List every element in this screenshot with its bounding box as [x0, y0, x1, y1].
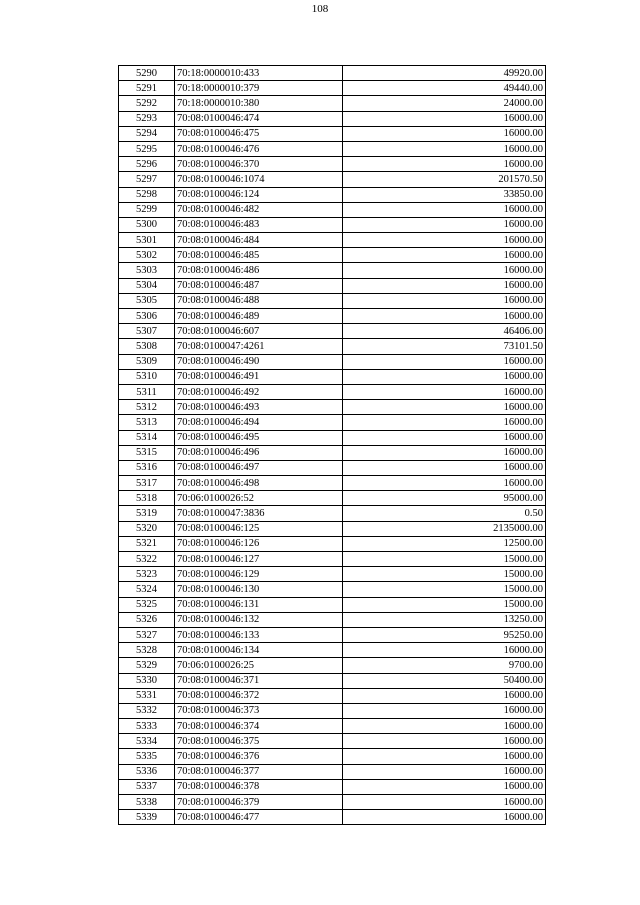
table-row [119, 81, 546, 96]
row-number-cell: 5290 [119, 66, 175, 81]
table-row [119, 627, 546, 642]
cadastral-number-cell: 70:08:0100046:483 [175, 217, 343, 232]
value-cell: 16000.00 [343, 126, 546, 141]
row-number-cell: 5304 [119, 278, 175, 293]
row-number-cell: 5312 [119, 400, 175, 415]
cadastral-number-cell: 70:08:0100046:378 [175, 779, 343, 794]
value-cell: 16000.00 [343, 749, 546, 764]
row-number-cell: 5339 [119, 810, 175, 825]
cadastral-number-cell: 70:08:0100046:374 [175, 719, 343, 734]
value-cell: 16000.00 [343, 445, 546, 460]
table-row [119, 293, 546, 308]
table-row [119, 248, 546, 263]
row-number-cell: 5297 [119, 172, 175, 187]
value-cell: 16000.00 [343, 764, 546, 779]
value-cell: 16000.00 [343, 430, 546, 445]
registry-table-body [119, 66, 546, 825]
value-cell: 9700.00 [343, 658, 546, 673]
table-row [119, 278, 546, 293]
value-cell: 33850.00 [343, 187, 546, 202]
value-cell: 201570.50 [343, 172, 546, 187]
row-number-cell: 5320 [119, 521, 175, 536]
table-row [119, 597, 546, 612]
cadastral-number-cell: 70:08:0100046:607 [175, 324, 343, 339]
table-row [119, 263, 546, 278]
value-cell: 16000.00 [343, 278, 546, 293]
value-cell: 16000.00 [343, 460, 546, 475]
value-cell: 16000.00 [343, 779, 546, 794]
row-number-cell: 5293 [119, 111, 175, 126]
table-row [119, 309, 546, 324]
value-cell: 16000.00 [343, 309, 546, 324]
value-cell: 16000.00 [343, 384, 546, 399]
cadastral-number-cell: 70:08:0100046:370 [175, 157, 343, 172]
table-row [119, 567, 546, 582]
table-row [119, 172, 546, 187]
registry-table [118, 65, 546, 825]
cadastral-number-cell: 70:08:0100046:371 [175, 673, 343, 688]
row-number-cell: 5318 [119, 491, 175, 506]
table-row [119, 612, 546, 627]
value-cell: 2135000.00 [343, 521, 546, 536]
page-number: 108 [311, 3, 329, 15]
row-number-cell: 5298 [119, 187, 175, 202]
row-number-cell: 5334 [119, 734, 175, 749]
value-cell: 16000.00 [343, 719, 546, 734]
value-cell: 50400.00 [343, 673, 546, 688]
value-cell: 0.50 [343, 506, 546, 521]
value-cell: 13250.00 [343, 612, 546, 627]
value-cell: 15000.00 [343, 552, 546, 567]
value-cell: 16000.00 [343, 248, 546, 263]
value-cell: 16000.00 [343, 734, 546, 749]
row-number-cell: 5331 [119, 688, 175, 703]
cadastral-number-cell: 70:08:0100046:485 [175, 248, 343, 263]
cadastral-number-cell: 70:08:0100046:497 [175, 460, 343, 475]
cadastral-number-cell: 70:08:0100046:375 [175, 734, 343, 749]
table-row [119, 552, 546, 567]
value-cell: 49440.00 [343, 81, 546, 96]
value-cell: 95250.00 [343, 627, 546, 642]
table-row [119, 795, 546, 810]
table-row [119, 66, 546, 81]
cadastral-number-cell: 70:18:0000010:380 [175, 96, 343, 111]
table-row [119, 445, 546, 460]
table-row [119, 658, 546, 673]
cadastral-number-cell: 70:08:0100046:376 [175, 749, 343, 764]
table-row [119, 779, 546, 794]
table-row [119, 187, 546, 202]
table-row [119, 582, 546, 597]
table-row [119, 96, 546, 111]
cadastral-number-cell: 70:08:0100046:493 [175, 400, 343, 415]
row-number-cell: 5301 [119, 233, 175, 248]
row-number-cell: 5322 [119, 552, 175, 567]
table-row [119, 415, 546, 430]
cadastral-number-cell: 70:08:0100046:130 [175, 582, 343, 597]
table-row [119, 749, 546, 764]
row-number-cell: 5316 [119, 460, 175, 475]
table-row [119, 339, 546, 354]
cadastral-number-cell: 70:08:0100046:127 [175, 552, 343, 567]
table-row [119, 506, 546, 521]
cadastral-number-cell: 70:08:0100046:484 [175, 233, 343, 248]
cadastral-number-cell: 70:08:0100046:486 [175, 263, 343, 278]
value-cell: 16000.00 [343, 703, 546, 718]
table-row [119, 536, 546, 551]
cadastral-number-cell: 70:08:0100046:495 [175, 430, 343, 445]
value-cell: 16000.00 [343, 354, 546, 369]
cadastral-number-cell: 70:06:0100026:25 [175, 658, 343, 673]
table-row [119, 324, 546, 339]
row-number-cell: 5302 [119, 248, 175, 263]
row-number-cell: 5327 [119, 627, 175, 642]
table-row [119, 111, 546, 126]
table-row [119, 521, 546, 536]
row-number-cell: 5315 [119, 445, 175, 460]
row-number-cell: 5305 [119, 293, 175, 308]
row-number-cell: 5313 [119, 415, 175, 430]
cadastral-number-cell: 70:08:0100046:1074 [175, 172, 343, 187]
cadastral-number-cell: 70:06:0100026:52 [175, 491, 343, 506]
cadastral-number-cell: 70:08:0100047:4261 [175, 339, 343, 354]
table-row [119, 141, 546, 156]
row-number-cell: 5325 [119, 597, 175, 612]
value-cell: 16000.00 [343, 157, 546, 172]
row-number-cell: 5296 [119, 157, 175, 172]
cadastral-number-cell: 70:08:0100046:125 [175, 521, 343, 536]
row-number-cell: 5330 [119, 673, 175, 688]
cadastral-number-cell: 70:08:0100046:489 [175, 309, 343, 324]
cadastral-number-cell: 70:08:0100046:498 [175, 476, 343, 491]
value-cell: 46406.00 [343, 324, 546, 339]
cadastral-number-cell: 70:08:0100046:487 [175, 278, 343, 293]
cadastral-number-cell: 70:08:0100046:496 [175, 445, 343, 460]
row-number-cell: 5309 [119, 354, 175, 369]
table-row [119, 157, 546, 172]
row-number-cell: 5303 [119, 263, 175, 278]
value-cell: 16000.00 [343, 369, 546, 384]
cadastral-number-cell: 70:08:0100046:134 [175, 643, 343, 658]
value-cell: 16000.00 [343, 688, 546, 703]
table-row [119, 384, 546, 399]
cadastral-number-cell: 70:18:0000010:433 [175, 66, 343, 81]
table-row [119, 369, 546, 384]
row-number-cell: 5319 [119, 506, 175, 521]
row-number-cell: 5321 [119, 536, 175, 551]
value-cell: 16000.00 [343, 810, 546, 825]
cadastral-number-cell: 70:08:0100046:372 [175, 688, 343, 703]
cadastral-number-cell: 70:08:0100046:129 [175, 567, 343, 582]
row-number-cell: 5324 [119, 582, 175, 597]
cadastral-number-cell: 70:08:0100046:482 [175, 202, 343, 217]
cadastral-number-cell: 70:08:0100046:126 [175, 536, 343, 551]
row-number-cell: 5332 [119, 703, 175, 718]
table-row [119, 491, 546, 506]
table-row [119, 460, 546, 475]
cadastral-number-cell: 70:08:0100046:494 [175, 415, 343, 430]
row-number-cell: 5310 [119, 369, 175, 384]
table-row [119, 202, 546, 217]
table-row [119, 400, 546, 415]
value-cell: 16000.00 [343, 217, 546, 232]
table-row [119, 430, 546, 445]
table-row [119, 217, 546, 232]
value-cell: 73101.50 [343, 339, 546, 354]
cadastral-number-cell: 70:08:0100046:133 [175, 627, 343, 642]
value-cell: 15000.00 [343, 597, 546, 612]
value-cell: 16000.00 [343, 202, 546, 217]
table-row [119, 764, 546, 779]
row-number-cell: 5333 [119, 719, 175, 734]
value-cell: 16000.00 [343, 141, 546, 156]
table-row [119, 476, 546, 491]
row-number-cell: 5291 [119, 81, 175, 96]
row-number-cell: 5311 [119, 384, 175, 399]
table-row [119, 233, 546, 248]
row-number-cell: 5295 [119, 141, 175, 156]
value-cell: 16000.00 [343, 476, 546, 491]
value-cell: 16000.00 [343, 415, 546, 430]
cadastral-number-cell: 70:08:0100046:379 [175, 795, 343, 810]
row-number-cell: 5328 [119, 643, 175, 658]
cadastral-number-cell: 70:08:0100046:373 [175, 703, 343, 718]
table-row [119, 673, 546, 688]
row-number-cell: 5292 [119, 96, 175, 111]
value-cell: 16000.00 [343, 643, 546, 658]
row-number-cell: 5335 [119, 749, 175, 764]
cadastral-number-cell: 70:08:0100046:488 [175, 293, 343, 308]
cadastral-number-cell: 70:08:0100046:474 [175, 111, 343, 126]
cadastral-number-cell: 70:08:0100046:492 [175, 384, 343, 399]
value-cell: 16000.00 [343, 111, 546, 126]
table-row [119, 703, 546, 718]
cadastral-number-cell: 70:08:0100046:491 [175, 369, 343, 384]
value-cell: 12500.00 [343, 536, 546, 551]
cadastral-number-cell: 70:08:0100046:477 [175, 810, 343, 825]
row-number-cell: 5337 [119, 779, 175, 794]
table-row [119, 354, 546, 369]
cadastral-number-cell: 70:18:0000010:379 [175, 81, 343, 96]
value-cell: 16000.00 [343, 263, 546, 278]
cadastral-number-cell: 70:08:0100046:490 [175, 354, 343, 369]
table-row [119, 126, 546, 141]
row-number-cell: 5306 [119, 309, 175, 324]
row-number-cell: 5323 [119, 567, 175, 582]
row-number-cell: 5338 [119, 795, 175, 810]
row-number-cell: 5308 [119, 339, 175, 354]
table-row [119, 734, 546, 749]
value-cell: 49920.00 [343, 66, 546, 81]
value-cell: 15000.00 [343, 582, 546, 597]
table-row [119, 719, 546, 734]
cadastral-number-cell: 70:08:0100046:476 [175, 141, 343, 156]
row-number-cell: 5299 [119, 202, 175, 217]
row-number-cell: 5317 [119, 476, 175, 491]
cadastral-number-cell: 70:08:0100046:475 [175, 126, 343, 141]
row-number-cell: 5314 [119, 430, 175, 445]
value-cell: 15000.00 [343, 567, 546, 582]
cadastral-number-cell: 70:08:0100046:131 [175, 597, 343, 612]
value-cell: 24000.00 [343, 96, 546, 111]
value-cell: 16000.00 [343, 233, 546, 248]
row-number-cell: 5329 [119, 658, 175, 673]
cadastral-number-cell: 70:08:0100046:377 [175, 764, 343, 779]
table-row [119, 810, 546, 825]
value-cell: 16000.00 [343, 795, 546, 810]
row-number-cell: 5294 [119, 126, 175, 141]
cadastral-number-cell: 70:08:0100046:124 [175, 187, 343, 202]
cadastral-number-cell: 70:08:0100047:3836 [175, 506, 343, 521]
table-row [119, 688, 546, 703]
row-number-cell: 5300 [119, 217, 175, 232]
value-cell: 95000.00 [343, 491, 546, 506]
row-number-cell: 5307 [119, 324, 175, 339]
value-cell: 16000.00 [343, 293, 546, 308]
row-number-cell: 5336 [119, 764, 175, 779]
row-number-cell: 5326 [119, 612, 175, 627]
value-cell: 16000.00 [343, 400, 546, 415]
table-row [119, 643, 546, 658]
cadastral-number-cell: 70:08:0100046:132 [175, 612, 343, 627]
